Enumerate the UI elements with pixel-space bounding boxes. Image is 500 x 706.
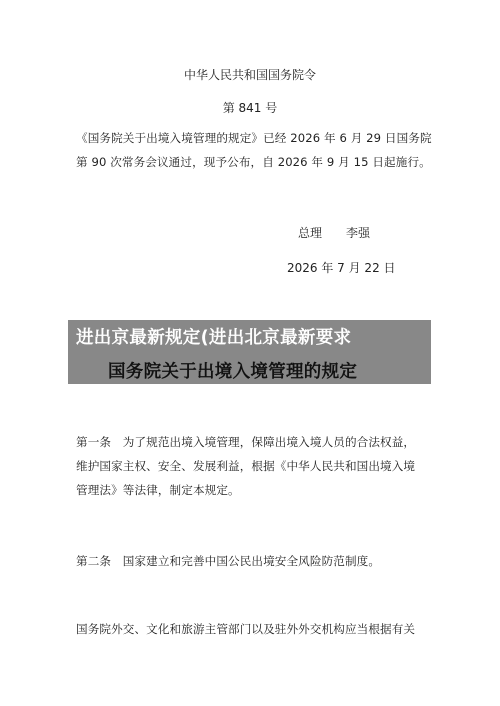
article-line: 第二条 国家建立和完善中国公民出境安全风险防范制度。 [76,554,381,568]
preamble [76,126,436,174]
article-line: 管理法》等法律，制定本规定。 [76,483,240,497]
article-line: 第一条 为了规范出境入境管理，保障出境入境人员的合法权益， [76,435,416,449]
decree-number: 第 841 号 [222,101,278,115]
preamble-line: 第 90 次常务会议通过，现予公布，自 2026 年 9 月 15 日起施行。 [76,155,431,169]
article-1 [76,430,436,502]
banner-title-line1: 进出京最新规定(进出北京最新要求 [76,328,352,348]
article-line: 维护国家主权、安全、发展利益，根据《中华人民共和国出境入境 [76,459,416,473]
preamble-line: 《国务院关于出境入境管理的规定》已经 2026 年 6 月 29 日国务院 [76,131,432,145]
article-2 [76,549,436,573]
decree-date: 2026 年 7 月 22 日 [287,261,396,275]
signature-title: 总理 [298,226,323,240]
article-3-partial [76,617,436,641]
banner-title-line2: 国务院关于出境入境管理的规定 [108,362,358,382]
signature-name: 李强 [346,226,371,240]
article-line: 国务院外交、文化和旅游主管部门以及驻外外交机构应当根据有关 [76,622,416,636]
decree-header: 中华人民共和国国务院令 [183,68,316,82]
